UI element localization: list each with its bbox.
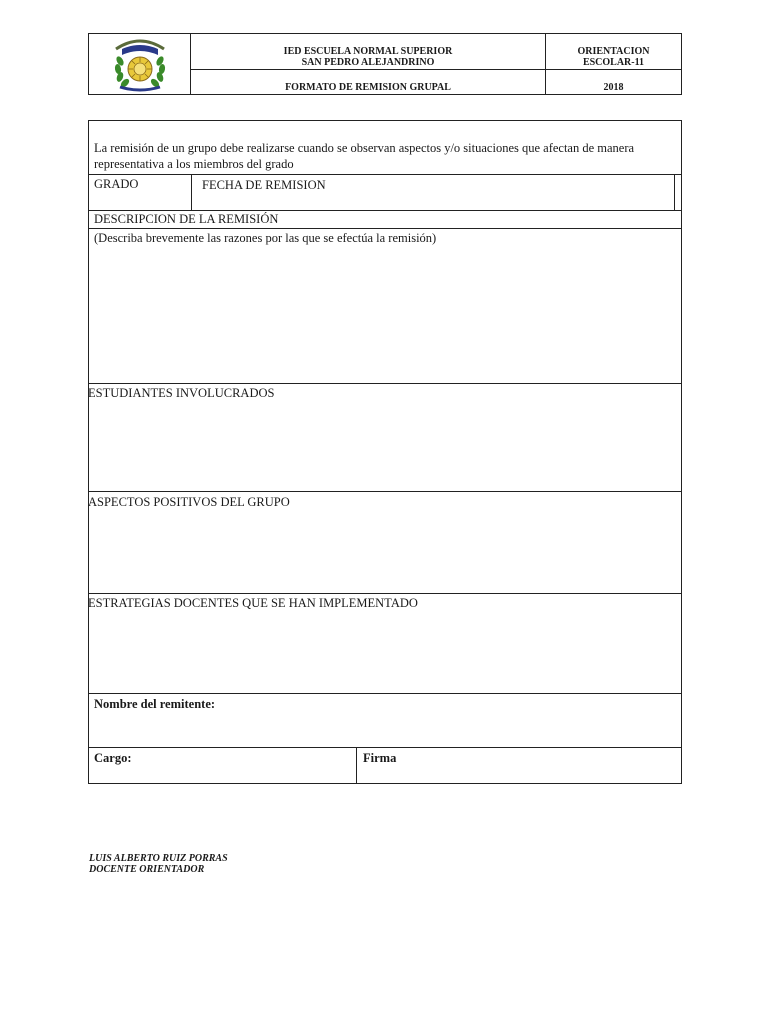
cargo-label: Cargo:: [94, 751, 132, 765]
format-year: 2018: [603, 82, 624, 93]
author-name: LUIS ALBERTO RUIZ PORRAS: [89, 853, 228, 864]
author-role: DOCENTE ORIENTADOR: [89, 864, 205, 875]
firma-label: Firma: [363, 751, 397, 765]
estudiantes-field[interactable]: [89, 401, 681, 491]
format-title: FORMATO DE REMISION GRUPAL: [285, 82, 451, 93]
fecha-label: FECHA DE REMISION: [202, 178, 326, 192]
estudiantes-label: ESTUDIANTES INVOLUCRADOS: [88, 386, 275, 400]
nombre-remitente-label: Nombre del remitente:: [94, 697, 216, 711]
aspectos-label: ASPECTOS POSITIVOS DEL GRUPO: [88, 495, 290, 509]
department-line2: ESCOLAR-11: [582, 57, 645, 68]
department-line1: ORIENTACION: [577, 46, 650, 57]
cargo-field[interactable]: [89, 766, 356, 783]
descripcion-hint: (Describa brevemente las razones por las que se efectúa la remisión): [94, 231, 437, 245]
school-name-line2: SAN PEDRO ALEJANDRINO: [301, 57, 435, 68]
descripcion-label: DESCRIPCION DE LA REMISIÓN: [94, 212, 279, 226]
firma-field[interactable]: [357, 766, 681, 783]
nombre-remitente-field[interactable]: [89, 712, 681, 747]
grado-label: GRADO: [94, 177, 139, 191]
intro-text: [94, 140, 678, 172]
school-name-line1: IED ESCUELA NORMAL SUPERIOR: [283, 46, 453, 57]
aspectos-field[interactable]: [89, 510, 681, 593]
estrategias-field[interactable]: [89, 611, 681, 693]
signature-block: [89, 853, 228, 875]
estrategias-label: ESTRATEGIAS DOCENTES QUE SE HAN IMPLEMENTADO: [88, 596, 418, 610]
intro-line-1: La remisión de un grupo debe realizarse cuando se observan aspectos y/o situaciones que afectan de manera: [94, 141, 635, 155]
intro-line-2: representativa a los miembros del grado: [94, 157, 294, 171]
grado-field[interactable]: [89, 175, 191, 210]
school-crest-logo: [108, 35, 172, 93]
fecha-field[interactable]: [192, 175, 674, 210]
descripcion-field[interactable]: [89, 246, 681, 383]
